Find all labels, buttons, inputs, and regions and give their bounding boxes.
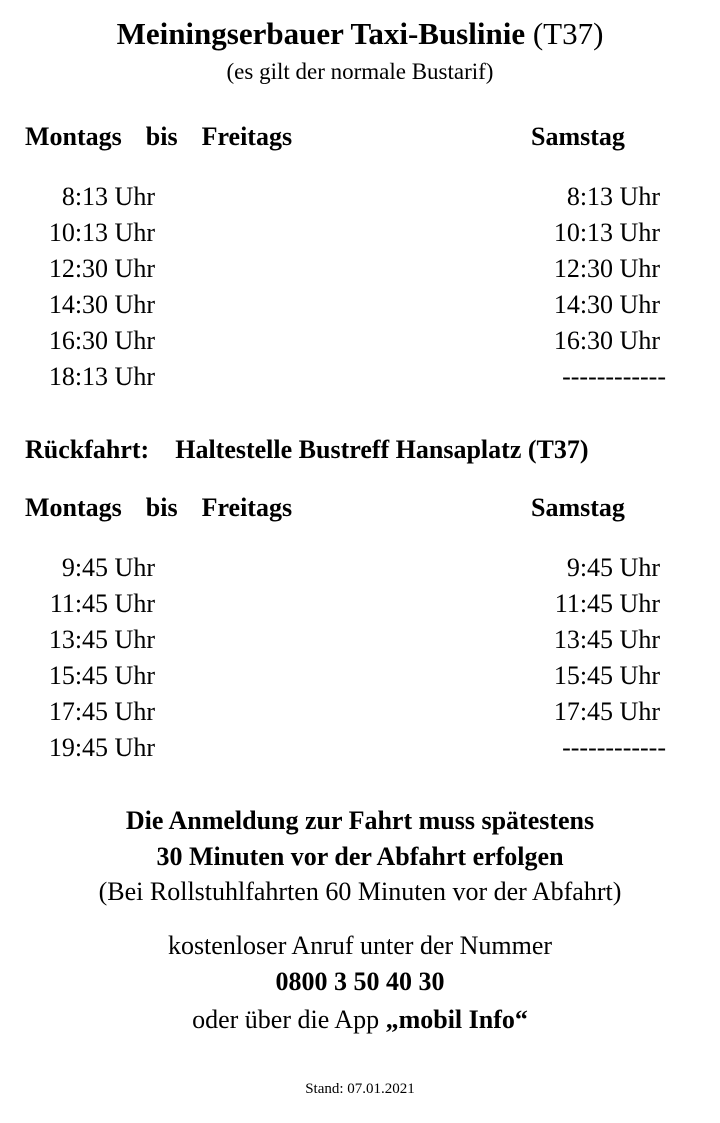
return-saturday-heading: Samstag	[531, 493, 625, 522]
return-saturday-time: 9:45 Uhr	[566, 553, 660, 582]
page-subtitle: (es gilt der normale Bustarif)	[226, 59, 494, 84]
app-line	[0, 1003, 720, 1037]
app-name: „mobil Info“	[385, 1005, 528, 1034]
return-weekday-time: 19:45 Uhr	[48, 733, 155, 762]
return-saturday-time: 13:45 Uhr	[553, 625, 660, 654]
outbound-saturday-heading: Samstag	[531, 122, 625, 151]
outbound-weekday-time: 12:30 Uhr	[48, 254, 155, 283]
outbound-weekday-time: 8:13 Uhr	[61, 182, 155, 211]
title-bold: Meiningserbauer Taxi-Buslinie	[116, 16, 526, 51]
return-saturday-no-service: ------------	[562, 733, 666, 762]
phone-number: 0800 3 50 40 30	[275, 967, 445, 996]
outbound-saturday-time: 16:30 Uhr	[553, 326, 660, 355]
return-label: Rückfahrt:	[25, 435, 150, 464]
return-weekday-time: 13:45 Uhr	[48, 625, 155, 654]
outbound-saturday-time: 12:30 Uhr	[553, 254, 660, 283]
outbound-weekday-time: 16:30 Uhr	[48, 326, 155, 355]
return-weekday-heading: Montags bis Freitags	[25, 493, 293, 522]
return-weekday-time: 17:45 Uhr	[48, 697, 155, 726]
line-code: (T37)	[532, 16, 604, 51]
contact-line: kostenloser Anruf unter der Nummer	[167, 931, 553, 960]
return-weekday-time: 9:45 Uhr	[61, 553, 155, 582]
stand-date: Stand: 07.01.2021	[305, 1081, 415, 1097]
outbound-saturday-no-service: ------------	[562, 362, 666, 391]
notice-line-2: 30 Minuten vor der Abfahrt erfolgen	[156, 842, 564, 871]
return-saturday-time: 17:45 Uhr	[553, 697, 660, 726]
app-prefix: oder über die App	[192, 1005, 380, 1034]
outbound-weekday-time: 18:13 Uhr	[48, 362, 155, 391]
return-saturday-time: 15:45 Uhr	[553, 661, 660, 690]
outbound-weekday-time: 14:30 Uhr	[48, 290, 155, 319]
outbound-saturday-time: 14:30 Uhr	[553, 290, 660, 319]
return-weekday-time: 15:45 Uhr	[48, 661, 155, 690]
return-heading	[25, 433, 589, 467]
page-title	[0, 12, 720, 56]
notice-line-3: (Bei Rollstuhlfahrten 60 Minuten vor der Abfahrt)	[98, 877, 622, 906]
outbound-saturday-time: 8:13 Uhr	[566, 182, 660, 211]
return-saturday-time: 11:45 Uhr	[554, 589, 660, 618]
return-stop: Haltestelle Bustreff Hansaplatz (T37)	[175, 435, 589, 464]
outbound-weekday-time: 10:13 Uhr	[48, 218, 155, 247]
outbound-weekday-heading: Montags bis Freitags	[25, 122, 293, 151]
return-weekday-time: 11:45 Uhr	[49, 589, 155, 618]
notice-line-1: Die Anmeldung zur Fahrt muss spätestens	[125, 806, 595, 835]
outbound-saturday-time: 10:13 Uhr	[553, 218, 660, 247]
